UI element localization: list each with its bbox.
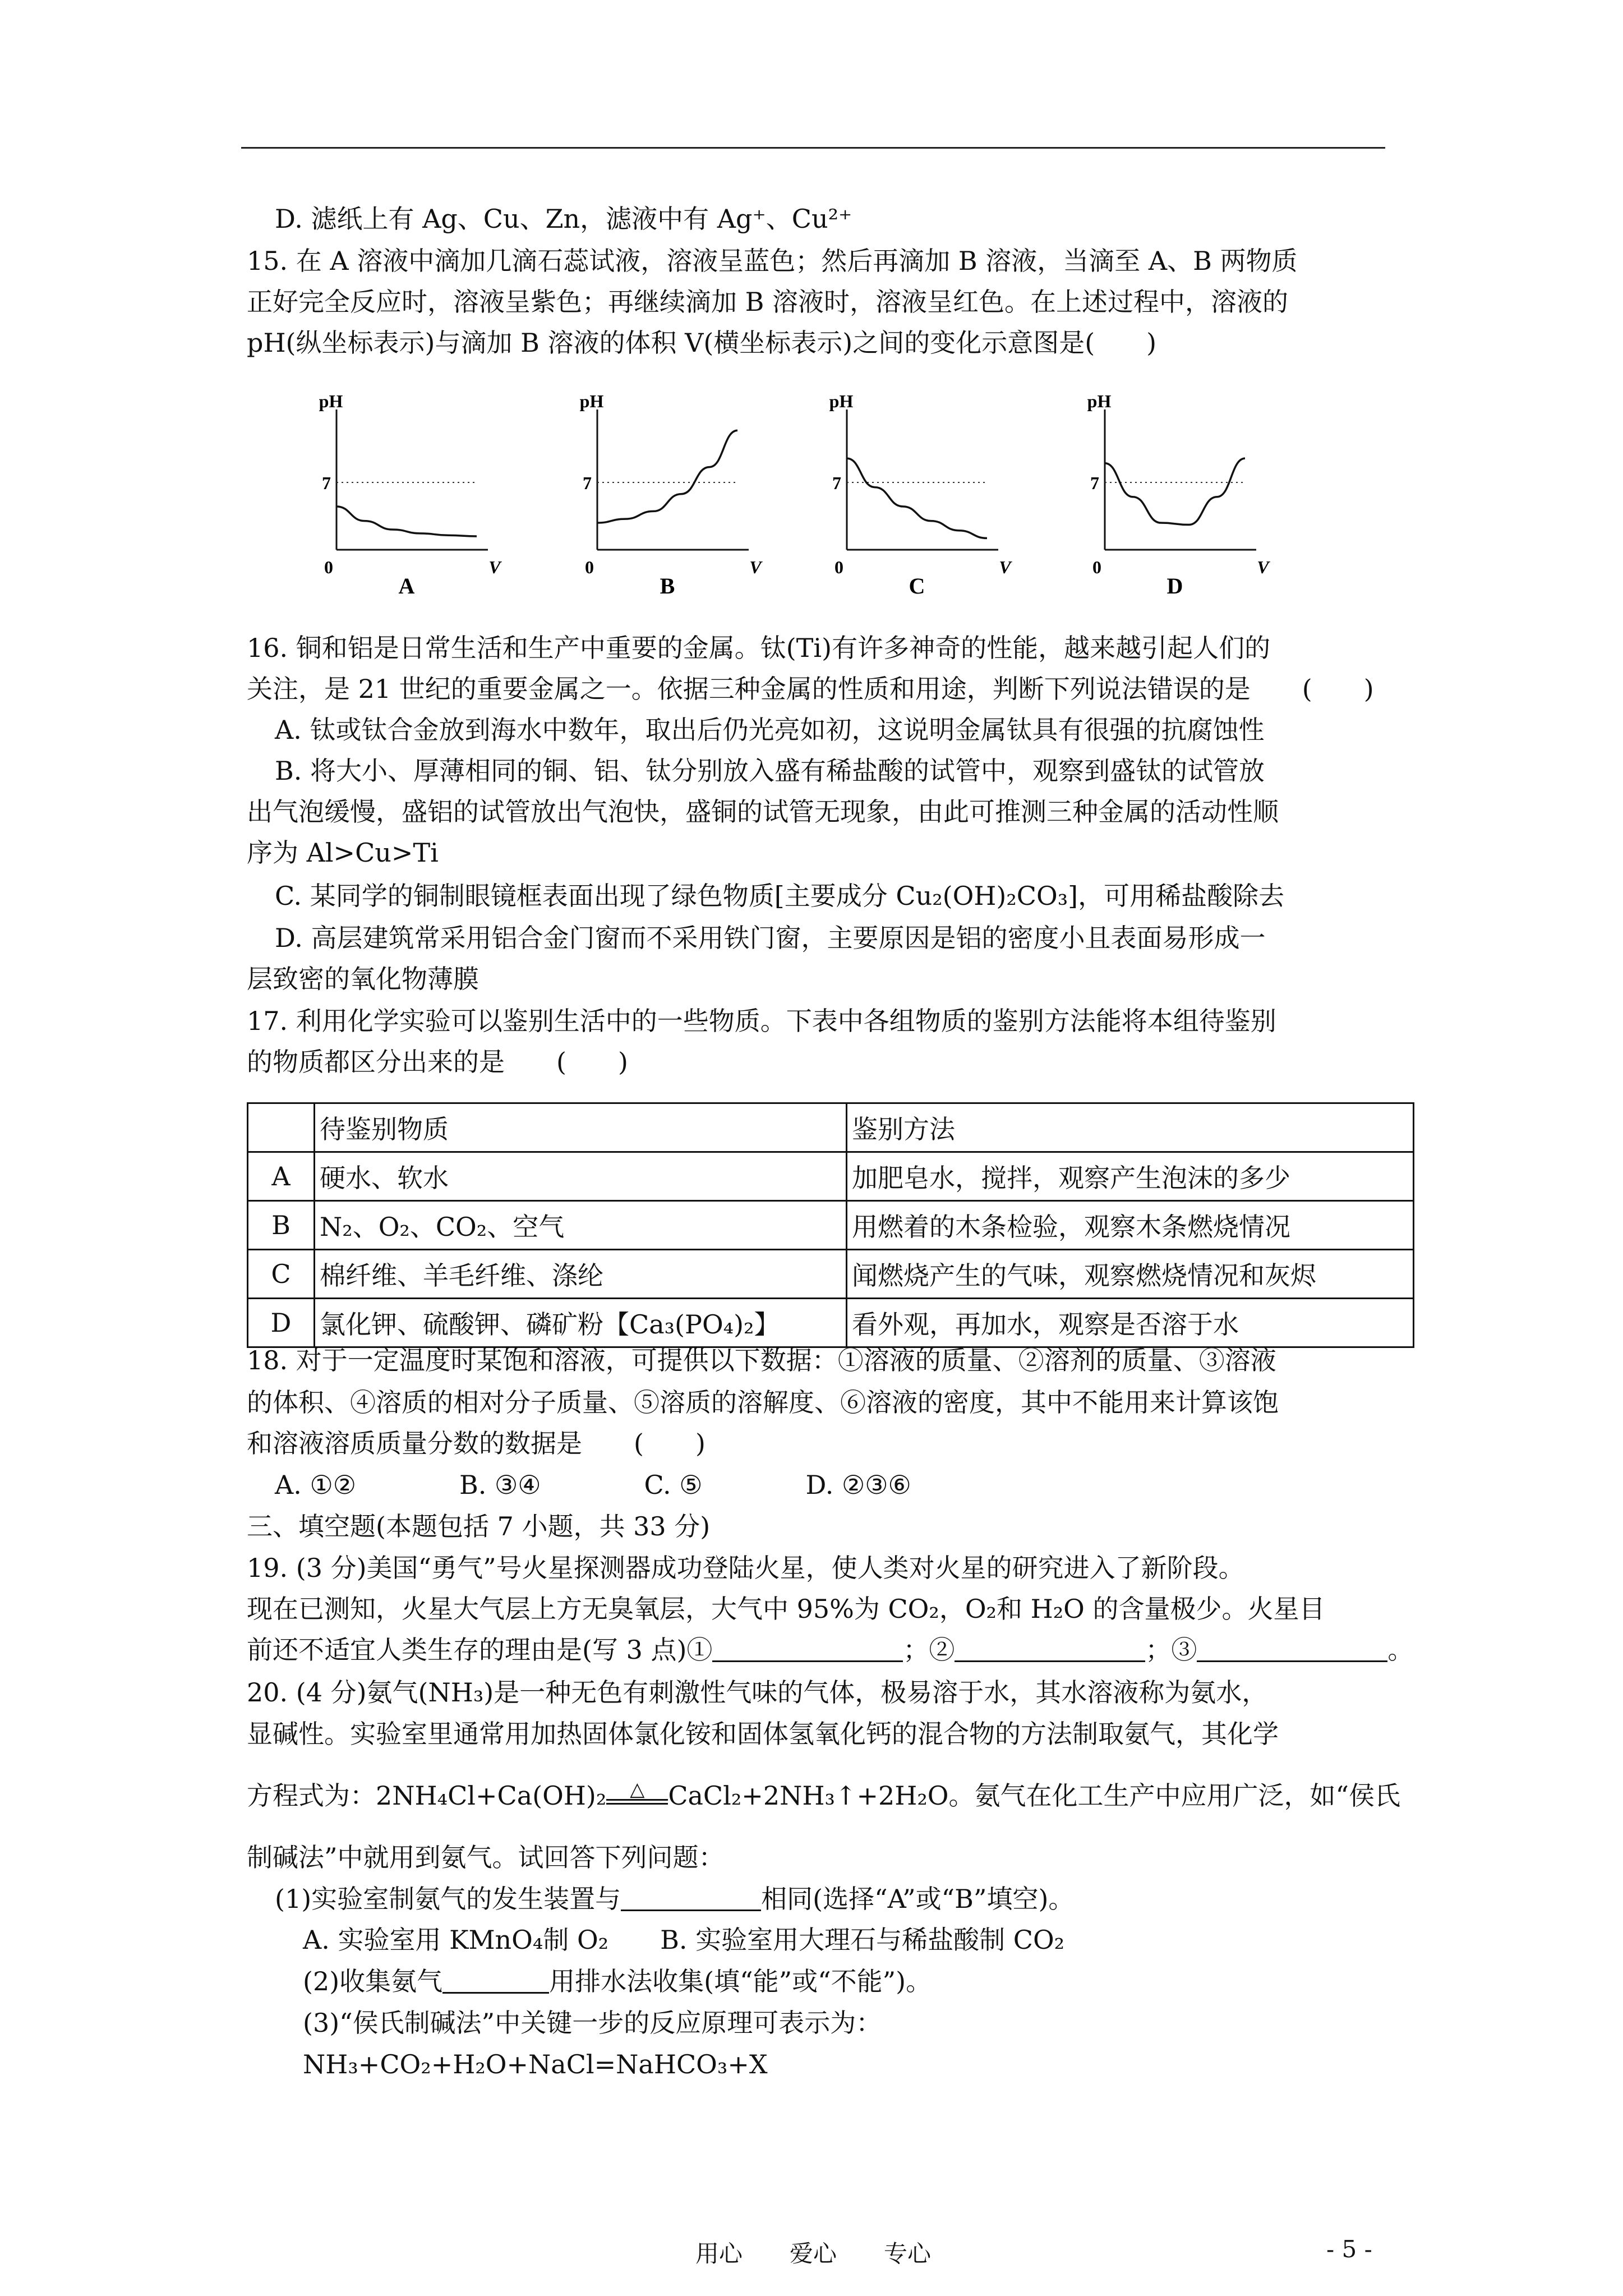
q20-line-4: 制碱法”中就用到氨气。试回答下列问题： bbox=[247, 1842, 725, 1872]
table-cell: 硬水、软水 bbox=[315, 1152, 847, 1201]
q16-option-d-2: 层致密的氧化物薄膜 bbox=[247, 964, 479, 994]
q19-sep-3: ；③ bbox=[1145, 1635, 1197, 1665]
q20-equation-line bbox=[247, 1776, 1400, 1815]
q20-line-2: 显碱性。实验室里通常用加热固体氯化铵和固体氢氧化钙的混合物的方法制取氨气，其化学 bbox=[247, 1719, 1279, 1749]
ph-curve bbox=[1105, 458, 1245, 524]
table-cell: N₂、O₂、CO₂、空气 bbox=[315, 1201, 847, 1250]
x-axis-label: V bbox=[749, 557, 762, 577]
ph-curve bbox=[597, 430, 737, 523]
q18-line-1: 18. 对于一定温度时某饱和溶液，可提供以下数据：①溶液的质量、②溶剂的质量、③溶液 bbox=[247, 1345, 1276, 1375]
q20-answer-blank-2[interactable] bbox=[442, 1970, 549, 1994]
table-cell: D bbox=[248, 1299, 315, 1347]
table-cell: B bbox=[248, 1201, 315, 1250]
q19-answer-blank-1[interactable] bbox=[712, 1638, 903, 1662]
table-header-cell bbox=[248, 1103, 315, 1152]
graph-caption: A bbox=[398, 573, 415, 599]
q17-line-1: 17. 利用化学实验可以鉴别生活中的一些物质。下表中各组物质的鉴别方法能将本组待鉴别 bbox=[247, 1006, 1276, 1036]
origin-label: 0 bbox=[834, 557, 843, 577]
q19-sep-2: ；② bbox=[903, 1635, 955, 1665]
ph-curve bbox=[847, 458, 987, 538]
q20-sub-2 bbox=[303, 1962, 932, 2001]
x-axis-label: V bbox=[1257, 557, 1269, 577]
q18-options: A. ①② B. ③④ C. ⑤ D. ②③⑥ bbox=[275, 1470, 911, 1500]
q19-end: 。 bbox=[1387, 1635, 1414, 1665]
q19-line-3 bbox=[247, 1630, 1413, 1669]
table-cell: C bbox=[248, 1250, 315, 1299]
table-cell: A bbox=[248, 1152, 315, 1201]
q19-prompt: 前还不适宜人类生存的理由是(写 3 点)① bbox=[247, 1635, 713, 1665]
table-header-cell: 鉴别方法 bbox=[847, 1103, 1414, 1152]
ph-graph-c bbox=[822, 387, 1023, 599]
q16-line-2: 关注，是 21 世纪的重要金属之一。依据三种金属的性质和用途，判断下列说法错误的是 ( ) bbox=[247, 674, 1374, 704]
table-header-row bbox=[248, 1103, 1414, 1152]
graph-caption: D bbox=[1166, 573, 1183, 599]
header-rule bbox=[241, 147, 1385, 149]
table-row bbox=[248, 1250, 1414, 1299]
q19-answer-blank-3[interactable] bbox=[1197, 1638, 1387, 1662]
y-axis-label: pH bbox=[579, 391, 604, 411]
q20-sub-1-options: A. 实验室用 KMnO₄制 O₂ B. 实验室用大理石与稀盐酸制 CO₂ bbox=[303, 1925, 1065, 1955]
q14-option-d: D. 滤纸上有 Ag、Cu、Zn，滤液中有 Ag⁺、Cu²⁺ bbox=[275, 204, 852, 234]
q20-reaction: NH₃+CO₂+H₂O+NaCl=NaHCO₃+X bbox=[303, 2049, 768, 2079]
q20-sub-1 bbox=[275, 1879, 1074, 1918]
footer-motto: 用心 爱心 专心 bbox=[695, 2240, 932, 2267]
q20-sub-3: (3)“侯氏制碱法”中关键一步的反应原理可表示为： bbox=[303, 2008, 882, 2038]
q19-answer-blank-2[interactable] bbox=[955, 1638, 1145, 1662]
ph-7-tick-label: 7 bbox=[583, 473, 592, 493]
x-axis-label: V bbox=[999, 557, 1011, 577]
q16-option-c: C. 某同学的铜制眼镜框表面出现了绿色物质[主要成分 Cu₂(OH)₂CO₃]，可用稀盐酸除去 bbox=[275, 881, 1285, 911]
heat-triangle-icon: △ bbox=[630, 1778, 645, 1801]
table-cell: 看外观，再加水，观察是否溶于水 bbox=[847, 1299, 1414, 1347]
q15-line-3: pH(纵坐标表示)与滴加 B 溶液的体积 V(横坐标表示)之间的变化示意图是( ) bbox=[247, 328, 1157, 358]
table-cell: 闻燃烧产生的气味，观察燃烧情况和灰烬 bbox=[847, 1250, 1414, 1299]
q16-option-b-1: B. 将大小、厚薄相同的铜、铝、钛分别放入盛有稀盐酸的试管中，观察到盛钛的试管放 bbox=[275, 756, 1265, 786]
ph-7-tick-label: 7 bbox=[322, 473, 331, 493]
table-row bbox=[248, 1201, 1414, 1250]
table-cell: 棉纤维、羊毛纤维、涤纶 bbox=[315, 1250, 847, 1299]
ph-graph-b bbox=[572, 387, 774, 599]
origin-label: 0 bbox=[324, 557, 333, 577]
table-cell: 氯化钾、硫酸钾、磷矿粉【Ca₃(PO₄)₂】 bbox=[315, 1299, 847, 1347]
table-cell: 用燃着的木条检验，观察木条燃烧情况 bbox=[847, 1201, 1414, 1250]
graph-caption: C bbox=[909, 573, 925, 599]
q20-sub-1-prompt: (1)实验室制氨气的发生装置与 bbox=[275, 1884, 621, 1914]
page-number: - 5 - bbox=[1326, 2235, 1372, 2263]
q20-equation-left: 方程式为：2NH₄Cl+Ca(OH)₂ bbox=[247, 1780, 607, 1811]
ph-graph-d bbox=[1080, 387, 1281, 599]
x-axis-label: V bbox=[488, 557, 501, 577]
ph-graph-a bbox=[311, 387, 513, 599]
origin-label: 0 bbox=[1092, 557, 1101, 577]
origin-label: 0 bbox=[585, 557, 594, 577]
ph-graph-c-svg bbox=[822, 387, 1023, 599]
table-row bbox=[248, 1152, 1414, 1201]
q16-option-a: A. 钛或钛合金放到海水中数年，取出后仍光亮如初，这说明金属钛具有很强的抗腐蚀性 bbox=[275, 715, 1265, 745]
q15-line-1: 15. 在 A 溶液中滴加几滴石蕊试液，溶液呈蓝色；然后再滴加 B 溶液，当滴至 A、B 两物质 bbox=[247, 246, 1298, 276]
table-header-cell: 待鉴别物质 bbox=[315, 1103, 847, 1152]
q16-option-b-3: 序为 Al>Cu>Ti bbox=[247, 838, 439, 868]
y-axis-label: pH bbox=[1087, 391, 1112, 411]
ph-7-tick-label: 7 bbox=[832, 473, 841, 493]
q16-option-b-2: 出气泡缓慢，盛铝的试管放出气泡快，盛铜的试管无现象，由此可推测三种金属的活动性顺 bbox=[247, 797, 1279, 827]
table-cell: 加肥皂水，搅拌，观察产生泡沫的多少 bbox=[847, 1152, 1414, 1201]
q17-line-2: 的物质都区分出来的是 ( ) bbox=[247, 1047, 628, 1077]
ph-graph-b-svg bbox=[572, 387, 774, 599]
q20-line-1: 20. (4 分)氨气(NH₃)是一种无色有刺激性气味的气体，极易溶于水，其水溶液称为氨水， bbox=[247, 1677, 1268, 1708]
q20-sub-1-end: 相同(选择“A”或“B”填空)。 bbox=[761, 1884, 1075, 1914]
q20-answer-blank-1[interactable] bbox=[621, 1887, 761, 1911]
q20-sub-2-end: 用排水法收集(填“能”或“不能”)。 bbox=[549, 1966, 932, 1996]
ph-curve bbox=[336, 507, 477, 536]
identification-table bbox=[247, 1102, 1414, 1348]
ph-graph-a-svg bbox=[311, 387, 513, 599]
q18-line-2: 的体积、④溶质的相对分子质量、⑤溶质的溶解度、⑥溶液的密度，其中不能用来计算该饱 bbox=[247, 1387, 1279, 1418]
y-axis-label: pH bbox=[829, 391, 854, 411]
section-3-heading: 三、填空题(本题包括 7 小题，共 33 分) bbox=[247, 1511, 711, 1542]
table-row bbox=[248, 1299, 1414, 1347]
q15-line-2: 正好完全反应时，溶液呈紫色；再继续滴加 B 溶液时，溶液呈红色。在上述过程中，溶液的 bbox=[247, 287, 1289, 317]
q19-line-1: 19. (3 分)美国“勇气”号火星探测器成功登陆火星，使人类对火星的研究进入了新阶段。 bbox=[247, 1553, 1244, 1583]
q19-line-2: 现在已测知，火星大气层上方无臭氧层，大气中 95%为 CO₂，O₂和 H₂O 的含量极少。火星目 bbox=[247, 1594, 1325, 1624]
ph-graph-d-svg bbox=[1080, 387, 1281, 599]
q20-equation-right: CaCl₂+2NH₃↑+2H₂O。氨气在化工生产中应用广泛，如“侯氏 bbox=[668, 1780, 1401, 1811]
q18-line-3: 和溶液溶质质量分数的数据是 ( ) bbox=[247, 1428, 706, 1458]
y-axis-label: pH bbox=[319, 391, 343, 411]
q16-line-1: 16. 铜和铝是日常生活和生产中重要的金属。钛(Ti)有许多神奇的性能，越来越引起人们的 bbox=[247, 633, 1271, 663]
q20-sub-2-prompt: (2)收集氨气 bbox=[303, 1966, 443, 1996]
graph-caption: B bbox=[660, 573, 675, 599]
ph-7-tick-label: 7 bbox=[1090, 473, 1099, 493]
heating-condition bbox=[606, 1778, 668, 1805]
q16-option-d-1: D. 高层建筑常采用铝合金门窗而不采用铁门窗，主要原因是铝的密度小且表面易形成一 bbox=[275, 923, 1266, 953]
